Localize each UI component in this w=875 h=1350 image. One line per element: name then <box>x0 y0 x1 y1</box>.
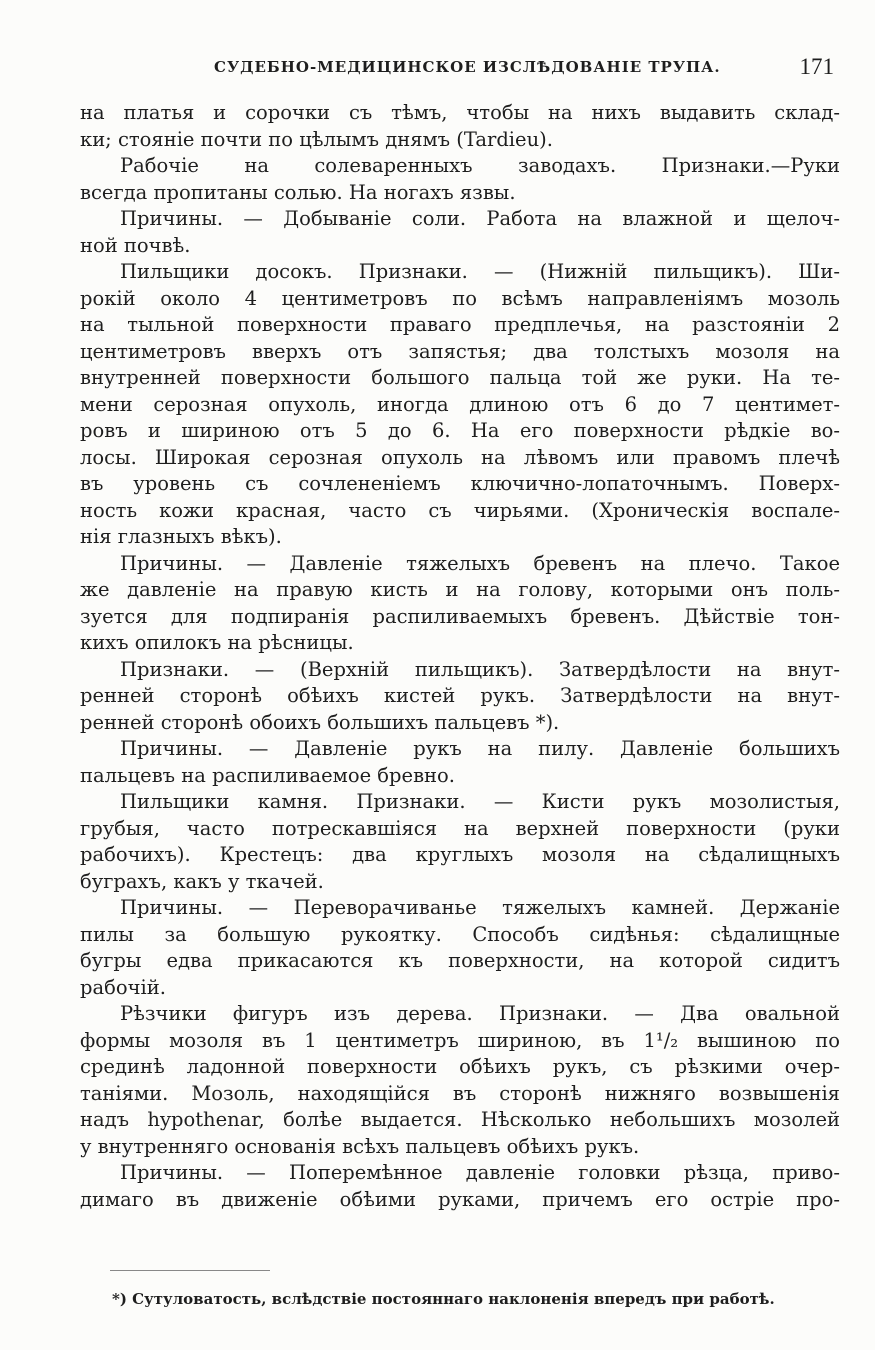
paragraph-start-line: Причины. — Переворачиванье тяжелыхъ камней. Держаніе <box>120 896 840 919</box>
paragraph-start-line: Причины. — Поперемѣнное давленіе головки рѣзца, приво- <box>120 1161 840 1184</box>
paragraph-start-line: Причины. — Давленіе тяжелыхъ бревенъ на плечо. Такое <box>120 551 840 575</box>
text-line: грубыя, часто потрескавшіяся на верхней поверхности (руки <box>80 816 840 840</box>
text-line: ки; стояніе почти по цѣлымъ днямъ (Tardieu). <box>80 127 553 151</box>
text-line: лосы. Широкая серозная опухоль на лѣвомъ или правомъ плечѣ <box>80 445 840 469</box>
paragraph-start-line: Причины. — Давленіе рукъ на пилу. Давленіе большихъ <box>120 737 840 760</box>
text-line: таніями. Мозоль, находящійся въ сторонѣ нижняго возвышенія <box>80 1081 840 1105</box>
text-line: нія глазныхъ вѣкъ). <box>80 525 282 548</box>
text-line: рабочихъ). Крестецъ: два круглыхъ мозоля на сѣдалищныхъ <box>80 843 840 866</box>
text-line: же давленіе на правую кисть и на голову, которыми онъ поль- <box>80 578 840 601</box>
text-line: у внутренняго основанія всѣхъ пальцевъ обѣихъ рукъ. <box>80 1134 640 1158</box>
paragraph-start-line: Рѣзчики фигуръ изъ дерева. Признаки. — Два овальной <box>120 1002 840 1025</box>
page-number: 171 <box>799 54 834 79</box>
text-line: ровъ и шириною отъ 5 до 6. На его поверхности рѣдкіе во- <box>80 419 840 442</box>
paragraph-start-line: Причины. — Добываніе соли. Работа на влажной и щелоч- <box>120 207 840 230</box>
paragraph-start-line: Рабочіе на солеваренныхъ заводахъ. Признаки.—Руки <box>120 154 840 177</box>
text-line: всегда пропитаны солью. На ногахъ язвы. <box>80 180 516 204</box>
body-text <box>80 100 840 1213</box>
text-line: димаго въ движеніе обѣими руками, причемъ его остріе про- <box>80 1187 840 1211</box>
text-line: пальцевъ на распиливаемое бревно. <box>80 763 455 787</box>
text-line: ность кожи красная, часто съ чирьями. (Хроническія воспале- <box>80 498 840 522</box>
paragraph-start-line: Признаки. — (Верхній пильщикъ). Затвердѣлости на внут- <box>120 657 840 681</box>
paragraph-start-line: Пильщики камня. Признаки. — Кисти рукъ мозолистыя, <box>120 790 840 813</box>
text-line: буграхъ, какъ у ткачей. <box>80 869 324 893</box>
text-line: на платья и сорочки съ тѣмъ, чтобы на нихъ выдавить склад- <box>80 101 840 124</box>
text-line: бугры едва прикасаются къ поверхности, на которой сидитъ <box>80 949 840 972</box>
text-line: рабочій. <box>80 975 166 999</box>
text-line: срединѣ ладонной поверхности обѣихъ рукъ, съ рѣзкими очер- <box>80 1055 840 1078</box>
text-line: ной почвѣ. <box>80 233 191 257</box>
text-line: мени серозная опухоль, иногда длиною отъ 6 до 7 центимет- <box>80 392 840 416</box>
text-line: въ уровень съ сочлененіемъ ключично-лопаточнымъ. Поверх- <box>80 472 840 495</box>
text-line: ренней сторонѣ обѣихъ кистей рукъ. Затвердѣлости на внут- <box>80 684 840 707</box>
running-title: СУДЕБНО-МЕДИЦИНСКОЕ ИЗСЛѢДОВАНІЕ ТРУПА. <box>214 58 721 76</box>
text-line: пилы за большую рукоятку. Способъ сидѣнья: сѣдалищные <box>80 922 840 946</box>
text-line: надъ hypothenar, болѣе выдается. Нѣсколько небольшихъ мозолей <box>80 1108 840 1131</box>
text-line: рокій около 4 центиметровъ по всѣмъ направленіямъ мозоль <box>80 286 840 310</box>
footnote: *) Сутуловатость, вслѣдствіе постояннаго наклоненія впередъ при работѣ. <box>112 1290 775 1308</box>
text-line: зуется для подпиранія распиливаемыхъ бревенъ. Дѣйствіе тон- <box>80 604 840 628</box>
text-line: центиметровъ вверхъ отъ запястья; два толстыхъ мозоля на <box>80 339 840 363</box>
page-header <box>80 50 840 90</box>
text-line: формы мозоля въ 1 центиметръ шириною, въ 1¹/₂ вышиною по <box>80 1028 840 1052</box>
paragraph-start-line: Пильщики досокъ. Признаки. — (Нижній пильщикъ). Ши- <box>120 260 840 283</box>
text-line: внутренней поверхности большого пальца той же руки. На те- <box>80 366 840 389</box>
text-line: кихъ опилокъ на рѣсницы. <box>80 631 354 654</box>
text-line: ренней сторонѣ обоихъ большихъ пальцевъ *). <box>80 710 560 734</box>
text-line: на тыльной поверхности праваго предплечья, на разстояніи 2 <box>80 313 840 336</box>
footnote-divider <box>110 1270 270 1271</box>
